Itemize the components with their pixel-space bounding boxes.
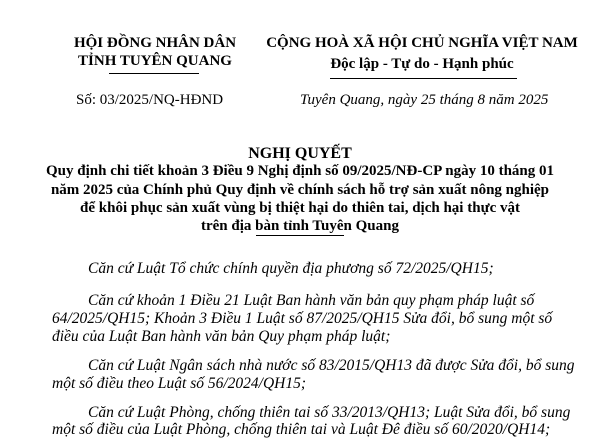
subtitle-underline [256, 235, 344, 236]
legal-basis-line: Căn cứ Luật Tổ chức chính quyền địa phương số 72/2025/QH15; [88, 260, 494, 277]
legal-basis-line: 64/2025/QH15; Khoản 3 Điều 1 Luật số 87/2025/QH15 Sửa đổi, bổ sung một số [52, 310, 553, 327]
legal-basis-line: điều của Luật Ban hành văn bản Quy phạm pháp luật; [52, 328, 391, 345]
legal-basis-line: Căn cứ Luật Ngân sách nhà nước số 83/2015/QH13 đã được Sửa đổi, bổ sung [88, 357, 575, 374]
issuing-body-line2: TỈNH TUYÊN QUANG [78, 53, 232, 69]
legal-basis-line: một số điều theo Luật số 56/2024/QH15; [52, 375, 307, 392]
legal-basis-line: một số điều của Luật Phòng, chống thiên tai và Luật Đê điều số 60/2020/QH14; [52, 421, 551, 438]
national-motto: Độc lập - Tự do - Hạnh phúc [330, 56, 514, 72]
national-title: CỘNG HOÀ XÃ HỘI CHỦ NGHĨA VIỆT NAM [266, 35, 578, 51]
place-and-date: Tuyên Quang, ngày 25 tháng 8 năm 2025 [300, 92, 549, 108]
national-motto-underline [330, 78, 517, 79]
document-title: NGHỊ QUYẾT [248, 145, 352, 162]
subtitle-line: để khôi phục sản xuất vùng bị thiệt hại do thiên tai, dịch hại thực vật [80, 200, 520, 216]
legal-basis-line: Căn cứ Luật Phòng, chống thiên tai số 33/2013/QH13; Luật Sửa đổi, bổ sung [88, 404, 571, 421]
issuing-body-underline [109, 73, 199, 74]
subtitle-line: năm 2025 của Chính phủ Quy định về chính sách hỗ trợ sản xuất nông nghiệp [50, 182, 550, 198]
document-number: Số: 03/2025/NQ-HĐND [76, 92, 224, 108]
issuing-body-line1: HỘI ĐỒNG NHÂN DÂN [73, 35, 237, 51]
subtitle-line: Quy định chi tiết khoản 3 Điều 9 Nghị định số 09/2025/NĐ-CP ngày 10 tháng 01 [45, 163, 555, 179]
legal-basis-line: Căn cứ khoản 1 Điều 21 Luật Ban hành văn bản quy phạm pháp luật số [88, 292, 535, 309]
subtitle-line: trên địa bàn tỉnh Tuyên Quang [201, 218, 399, 234]
